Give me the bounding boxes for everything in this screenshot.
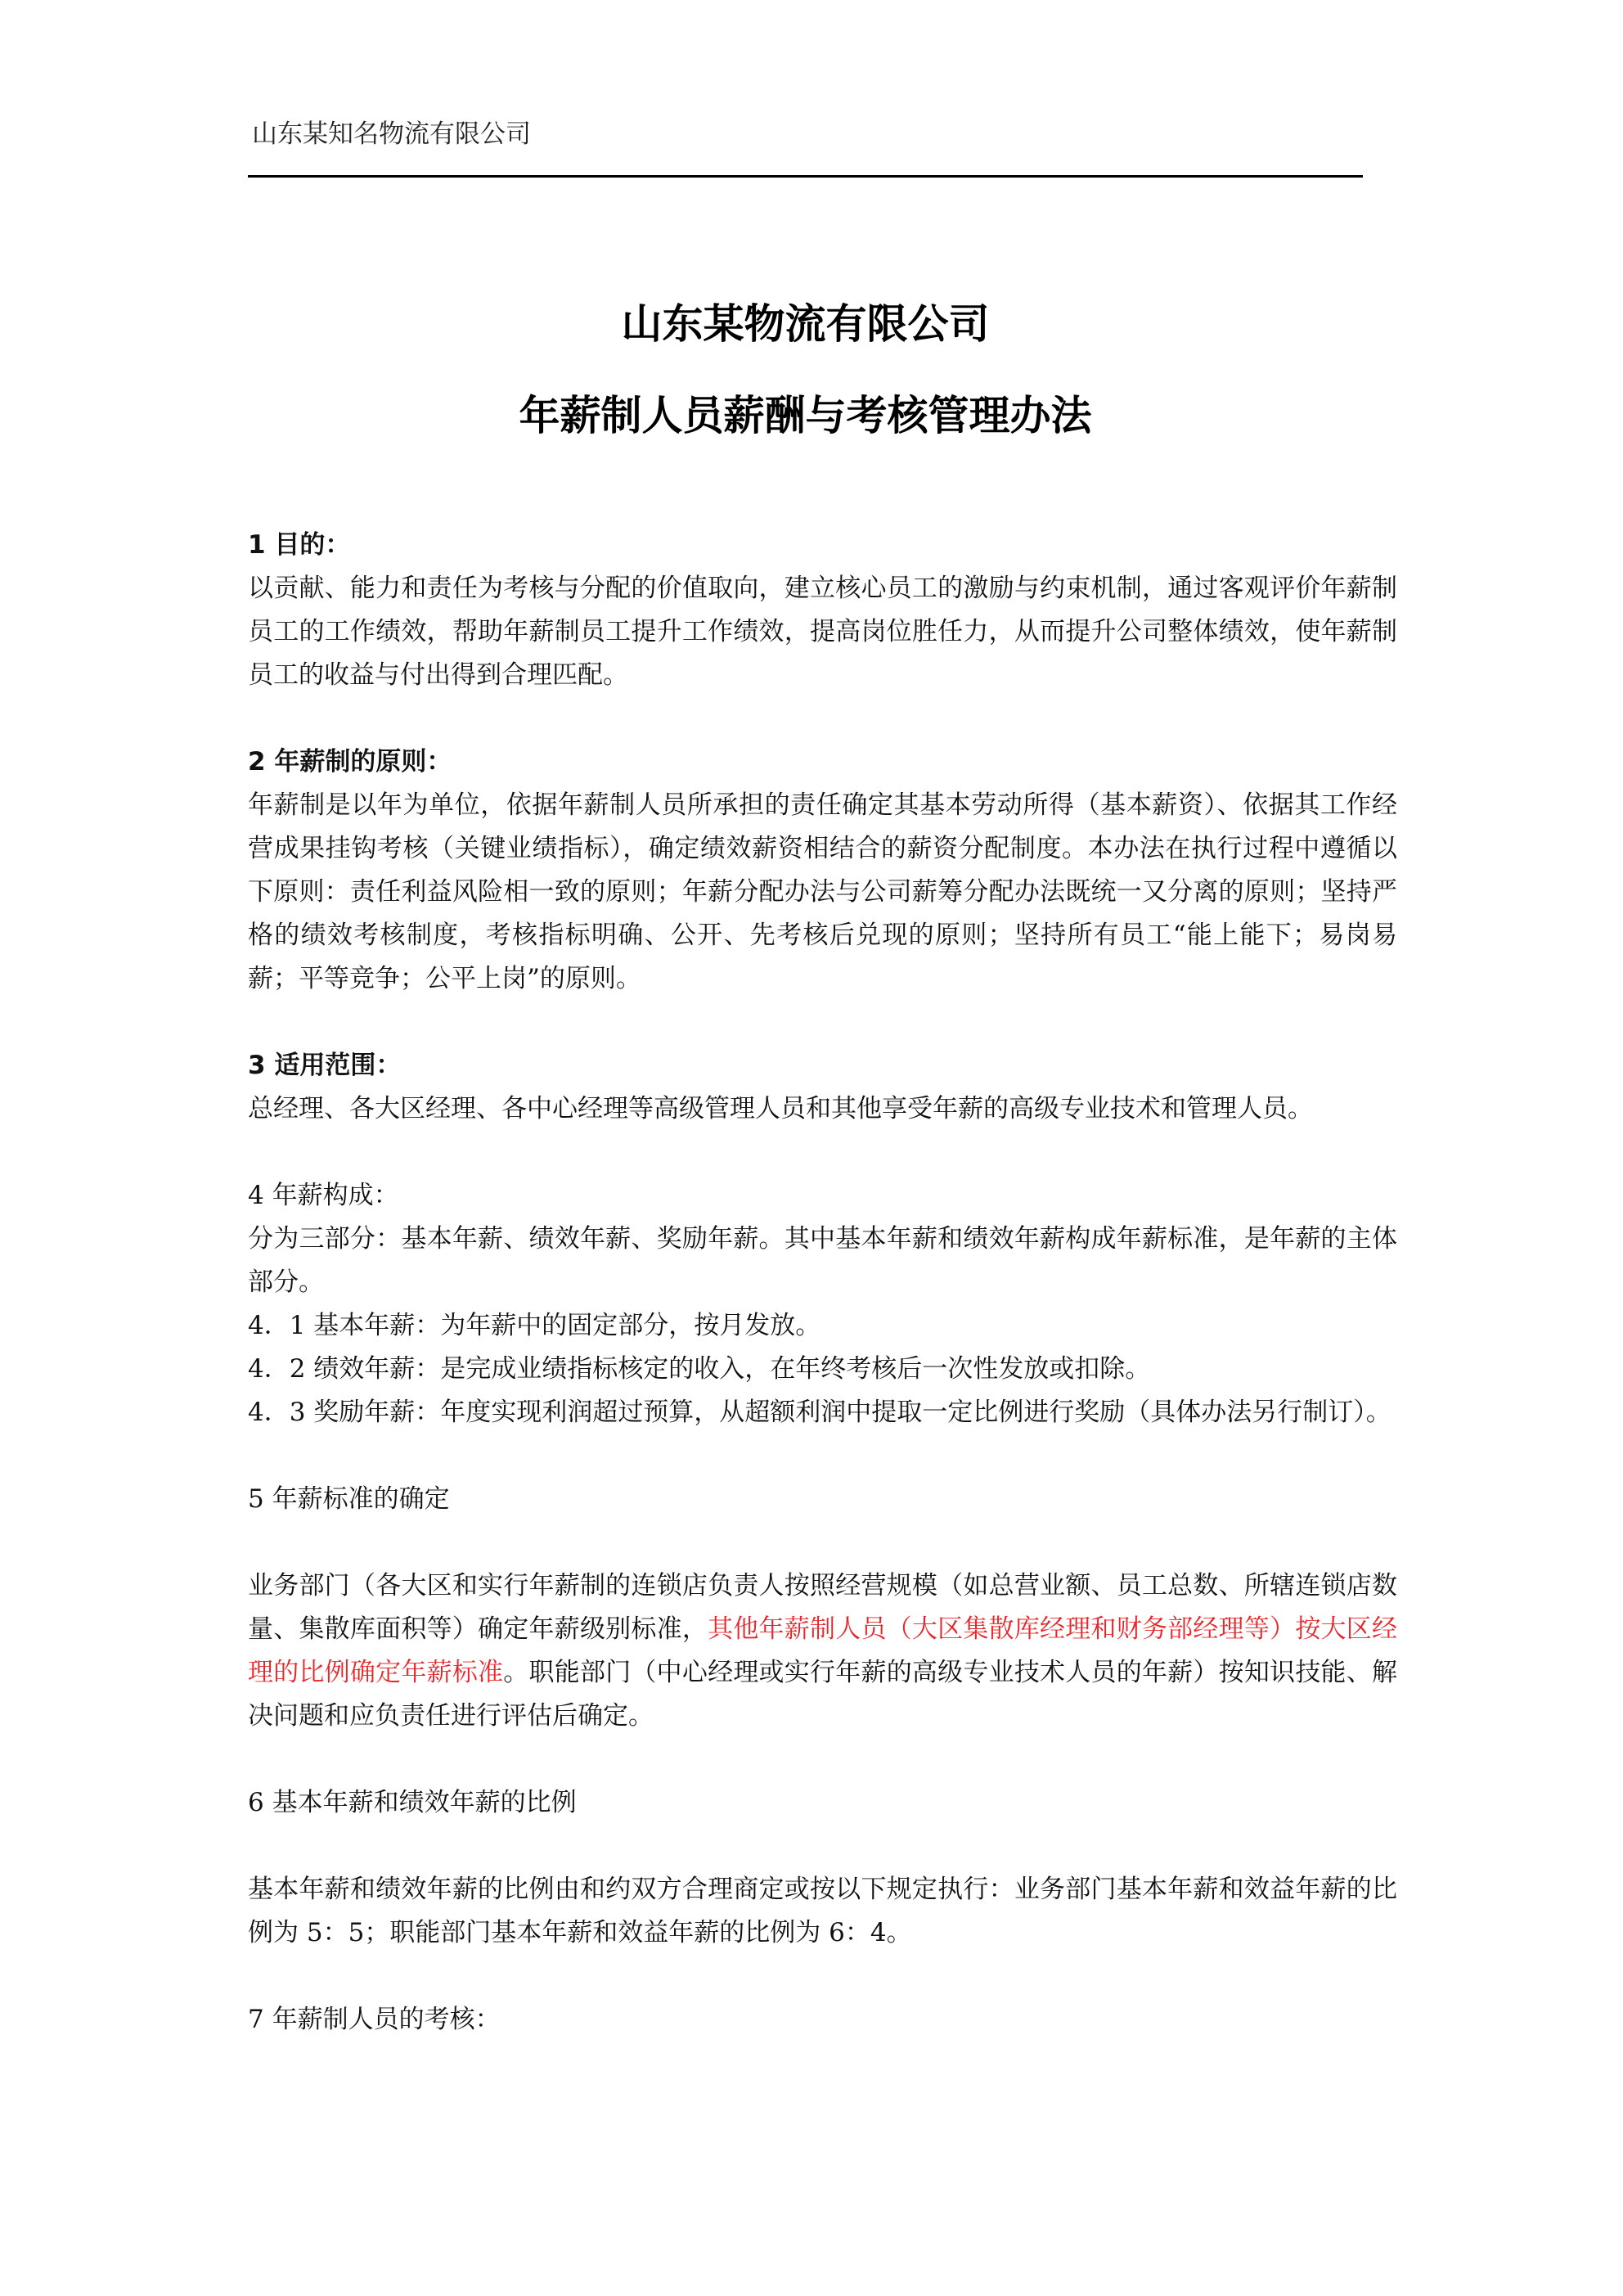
section-2-heading: 2 年薪制的原则： xyxy=(248,747,452,777)
section-6-heading: 6 基本年薪和绩效年薪的比例 xyxy=(248,1788,577,1817)
page-header-company: 山东某知名物流有限公司 xyxy=(252,119,531,149)
section-5-body-part-1: 业务部门（各大区和实行年薪制的连锁店负责人按照经营规模（如总营业额、员工总数、所辖连锁店数量、集散库面积等）确定年薪级别标准， xyxy=(248,1571,1397,1644)
document-title xyxy=(248,278,1363,461)
title-line-2: 年薪制人员薪酬与考核管理办法 xyxy=(519,392,1092,439)
section-1-heading: 1 目的： xyxy=(248,530,351,560)
section-5-body xyxy=(248,1564,1397,1738)
document-body xyxy=(248,524,1397,2042)
section-4-heading: 4 年薪构成： xyxy=(248,1181,399,1210)
section-4-item-2: 4．2 绩效年薪：是完成业绩指标核定的收入，在年终考核后一次性发放或扣除。 xyxy=(248,1354,1151,1384)
header-rule xyxy=(248,175,1363,178)
title-line-1: 山东某物流有限公司 xyxy=(621,300,990,348)
section-3-heading: 3 适用范围： xyxy=(248,1051,402,1080)
section-4-item-3: 4．3 奖励年薪：年度实现利润超过预算，从超额利润中提取一定比例进行奖励（具体办法另行制订）。 xyxy=(248,1398,1391,1427)
section-6-body: 基本年薪和绩效年薪的比例由和约双方合理商定或按以下规定执行：业务部门基本年薪和效益年薪的比例为 5：5；职能部门基本年薪和效益年薪的比例为 6：4。 xyxy=(248,1875,1397,1947)
section-4-item-1: 4．1 基本年薪：为年薪中的固定部分，按月发放。 xyxy=(248,1311,821,1340)
section-5-heading: 5 年薪标准的确定 xyxy=(248,1484,450,1514)
section-1-body: 以贡献、能力和责任为考核与分配的价值取向，建立核心员工的激励与约束机制，通过客观评价年薪制员工的工作绩效，帮助年薪制员工提升工作绩效，提高岗位胜任力，从而提升公司整体绩效，使年薪制员工的收益与付出得到合理匹配。 xyxy=(248,574,1397,690)
section-4-body: 分为三部分：基本年薪、绩效年薪、奖励年薪。其中基本年薪和绩效年薪构成年薪标准，是年薪的主体部分。 xyxy=(248,1224,1397,1297)
section-5-body-part-2: 。职能部门（中心经理或实行年薪的高级专业技术人员的年薪）按知识技能、解决问题和应负责任进行评估后确定。 xyxy=(248,1658,1398,1731)
section-2-body: 年薪制是以年为单位，依据年薪制人员所承担的责任确定其基本劳动所得（基本薪资）、依据其工作经营成果挂钩考核（关键业绩指标），确定绩效薪资相结合的薪资分配制度。本办法在执行过程中遵循以下原则：责任利益风险相一致的原则；年薪分配办法与公司薪筹分配办法既统一又分离的原则；坚持严格的绩效考核制度，考核指标明确、公开、先考核后兑现的原则；坚持所有员工“能上能下；易岗易薪；平等竞争；公平上岗”的原则。 xyxy=(248,790,1397,993)
section-3-body: 总经理、各大区经理、各中心经理等高级管理人员和其他享受年薪的高级专业技术和管理人员。 xyxy=(248,1094,1313,1123)
section-7-heading: 7 年薪制人员的考核： xyxy=(248,2005,501,2034)
section-5-body-highlight: 其他年薪制人员（大区集散库经理和财务部经理等）按大区经理的比例确定年薪标准 xyxy=(248,1614,1398,1687)
